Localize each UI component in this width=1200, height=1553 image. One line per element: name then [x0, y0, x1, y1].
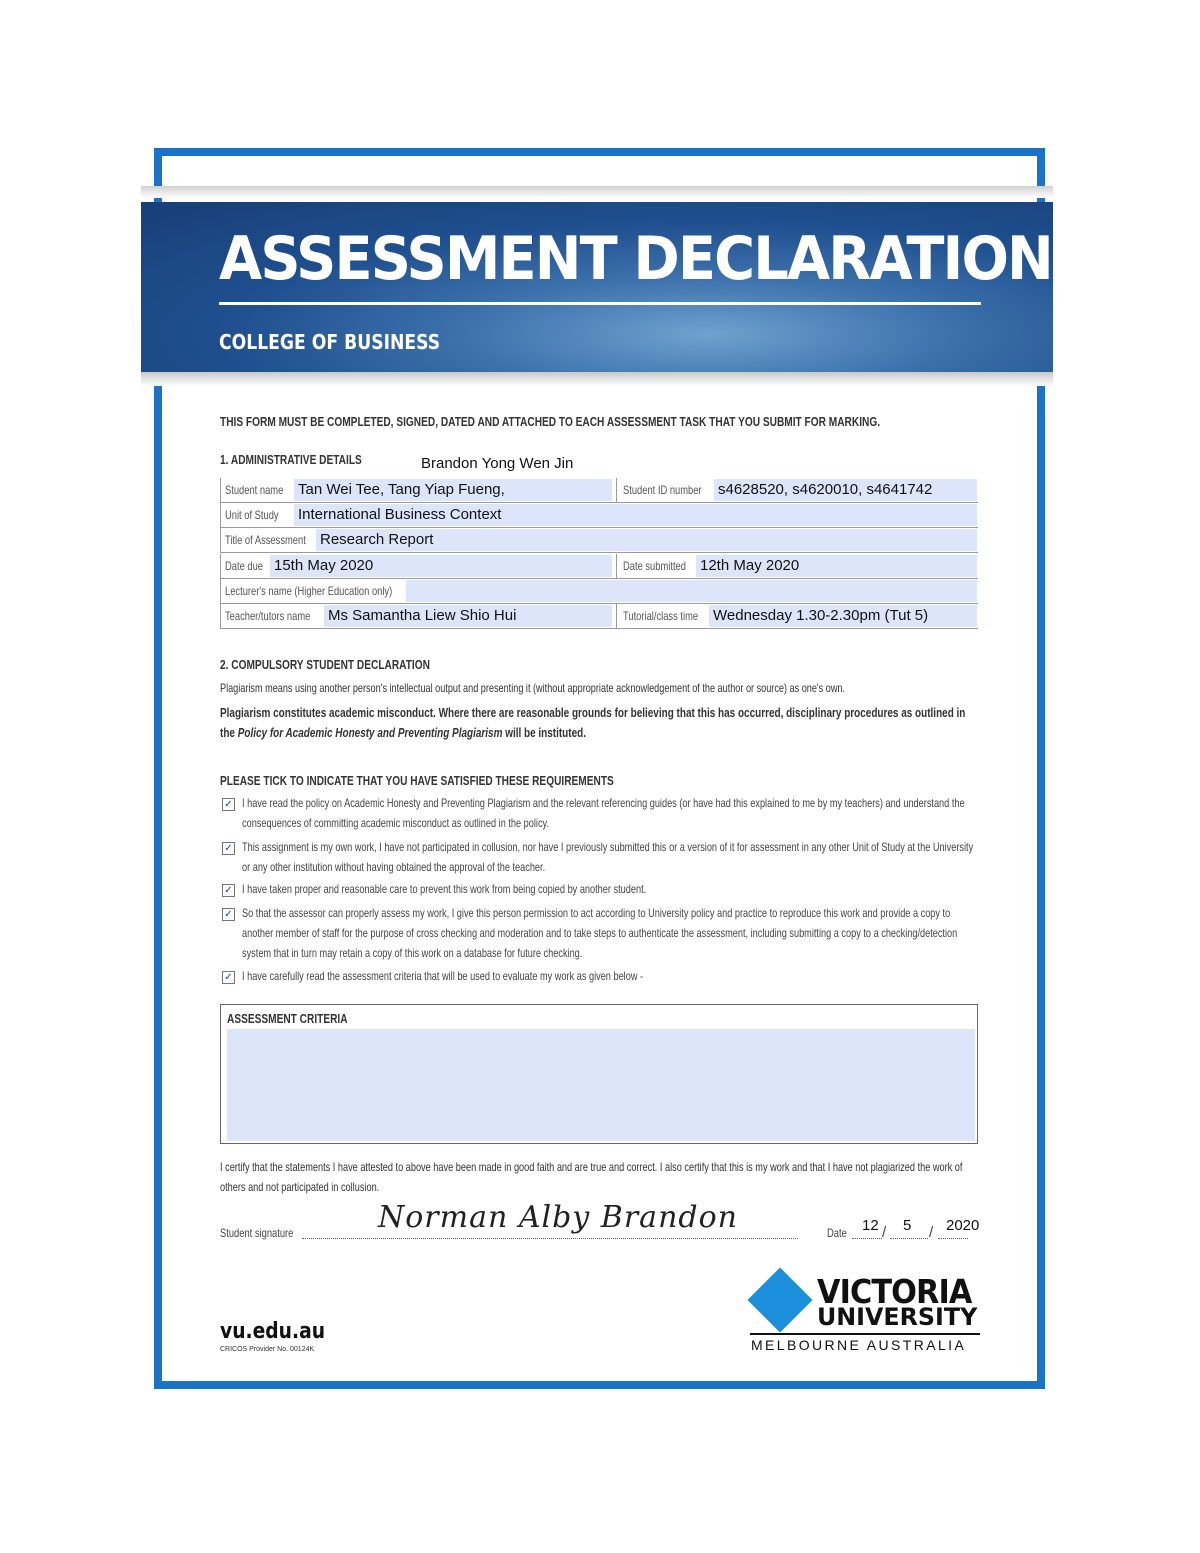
assessment-title-label: Title of Assessment	[225, 533, 306, 547]
title-rule	[219, 302, 981, 305]
requirement-checkbox-3[interactable]: ✓	[222, 884, 235, 897]
row-unit	[220, 503, 978, 528]
requirement-checkbox-1[interactable]: ✓	[222, 798, 235, 811]
student-name-field[interactable]: Tan Wei Tee, Tang Yiap Fueng,	[294, 479, 612, 501]
date-separator-2: /	[929, 1224, 934, 1241]
header-banner	[141, 202, 1053, 372]
banner-bottom-shadow	[141, 372, 1053, 386]
date-month-line	[890, 1238, 928, 1239]
vu-logo-line3: MELBOURNE AUSTRALIA	[751, 1337, 967, 1353]
plagiarism-definition: Plagiarism means using another person's intellectual output and presenting it (without appropriate acknowledgement of the author or source) as one's own.	[220, 681, 846, 695]
cricos-number: CRICOS Provider No. 00124K	[220, 1346, 315, 1353]
row-dates	[220, 554, 978, 579]
unit-label: Unit of Study	[225, 508, 279, 522]
unit-field[interactable]: International Business Context	[294, 504, 977, 526]
form-title: ASSESSMENT DECLARATION	[219, 224, 1052, 294]
date-submitted-label: Date submitted	[623, 559, 686, 573]
footer-url: vu.edu.au	[220, 1319, 326, 1344]
date-separator-1: /	[882, 1224, 887, 1241]
tutorial-time-label: Tutorial/class time	[623, 609, 699, 623]
teacher-label: Teacher/tutors name	[225, 609, 311, 623]
tutorial-time-field[interactable]: Wednesday 1.30-2.30pm (Tut 5)	[709, 605, 977, 627]
college-name: COLLEGE OF BUSINESS	[219, 330, 441, 354]
teacher-field[interactable]: Ms Samantha Liew Shio Hui	[324, 605, 612, 627]
requirement-text-2: This assignment is my own work, I have not participated in collusion, nor have I previously submitted this or a version of it for assessment in any other Unit of Study at the University or any other institution without having obtained the approval of the teacher.	[242, 840, 974, 874]
admin-details-heading: 1. ADMINISTRATIVE DETAILS	[220, 452, 362, 467]
date-year-field[interactable]: 2020	[946, 1217, 980, 1234]
date-label: Date	[827, 1226, 847, 1240]
date-day-line	[852, 1238, 882, 1239]
assessment-criteria-heading: ASSESSMENT CRITERIA	[227, 1011, 348, 1026]
student-id-field[interactable]: s4628520, s4620010, s4641742	[714, 479, 977, 501]
student-name-overflow: Brandon Yong Wen Jin	[421, 455, 574, 472]
date-submitted-field[interactable]: 12th May 2020	[696, 555, 977, 577]
date-due-field[interactable]: 15th May 2020	[270, 555, 612, 577]
requirement-text-1: I have read the policy on Academic Honesty and Preventing Plagiarism and the relevant referencing guides (or have had this explained to me by my teachers) and understand the consequences of committing academic misconduct as outlined in the policy.	[242, 796, 965, 830]
row-student	[220, 478, 978, 503]
requirement-checkbox-4[interactable]: ✓	[222, 908, 235, 921]
requirement-checkbox-5[interactable]: ✓	[222, 971, 235, 984]
vu-logo-rule	[750, 1333, 980, 1335]
vu-logo-line1: VICTORIA	[817, 1272, 972, 1311]
banner-top-shadow	[141, 186, 1053, 198]
requirement-checkbox-2[interactable]: ✓	[222, 842, 235, 855]
requirement-text-3: I have taken proper and reasonable care to prevent this work from being copied by another student.	[242, 882, 647, 896]
row-teacher	[220, 604, 978, 629]
lecturer-label: Lecturer's name (Higher Education only)	[225, 584, 393, 598]
misconduct-statement: Plagiarism constitutes academic misconduct. Where there are reasonable grounds for believing that this has occurred, disciplinary procedures as outlined in the Policy for Academic Honesty and Preventing Plagiarism will be instituted.	[220, 705, 966, 740]
signature-label: Student signature	[220, 1226, 294, 1240]
certification-statement: I certify that the statements I have attested to above have been made in good faith and are true and correct. I also certify that this is my work and that I have not plagiarized the work of others and not participated in collusion.	[220, 1160, 963, 1194]
assessment-criteria-field[interactable]	[227, 1029, 975, 1141]
date-due-label: Date due	[225, 559, 263, 573]
row-lecturer	[220, 579, 978, 604]
declaration-heading: 2. COMPULSORY STUDENT DECLARATION	[220, 657, 430, 672]
requirement-text-5: I have carefully read the assessment criteria that will be used to evaluate my work as given below -	[242, 969, 644, 983]
student-name-label: Student name	[225, 483, 284, 497]
date-month-field[interactable]: 5	[903, 1217, 912, 1234]
lecturer-field[interactable]	[406, 580, 977, 602]
policy-name: Policy for Academic Honesty and Preventing Plagiarism	[237, 725, 503, 740]
student-id-label: Student ID number	[623, 483, 702, 497]
date-day-field[interactable]: 12	[862, 1217, 879, 1234]
row-title	[220, 528, 978, 553]
student-signature: Norman Alby Brandon	[378, 1200, 738, 1235]
requirement-text-4: So that the assessor can properly assess my work, I give this person permission to act according to University policy and practice to reproduce this work and provide a copy to another member of staff for the purpose of cross checking and moderation and to take steps to authenticate the assessment, including submitting a copy to a checking/detection system that in turn may retain a copy of this work on a database for future checking.	[242, 906, 958, 960]
assessment-title-field[interactable]: Research Report	[316, 529, 977, 551]
requirements-heading: PLEASE TICK TO INDICATE THAT YOU HAVE SATISFIED THESE REQUIREMENTS	[220, 773, 614, 788]
vu-logo-line2: UNIVERSITY	[817, 1303, 978, 1331]
assessment-criteria-box	[220, 1004, 978, 1144]
signature-line[interactable]	[302, 1238, 798, 1239]
date-year-line	[938, 1238, 968, 1239]
form-instruction: THIS FORM MUST BE COMPLETED, SIGNED, DATED AND ATTACHED TO EACH ASSESSMENT TASK THAT YOU SUBMIT FOR MARKING.	[220, 414, 881, 429]
